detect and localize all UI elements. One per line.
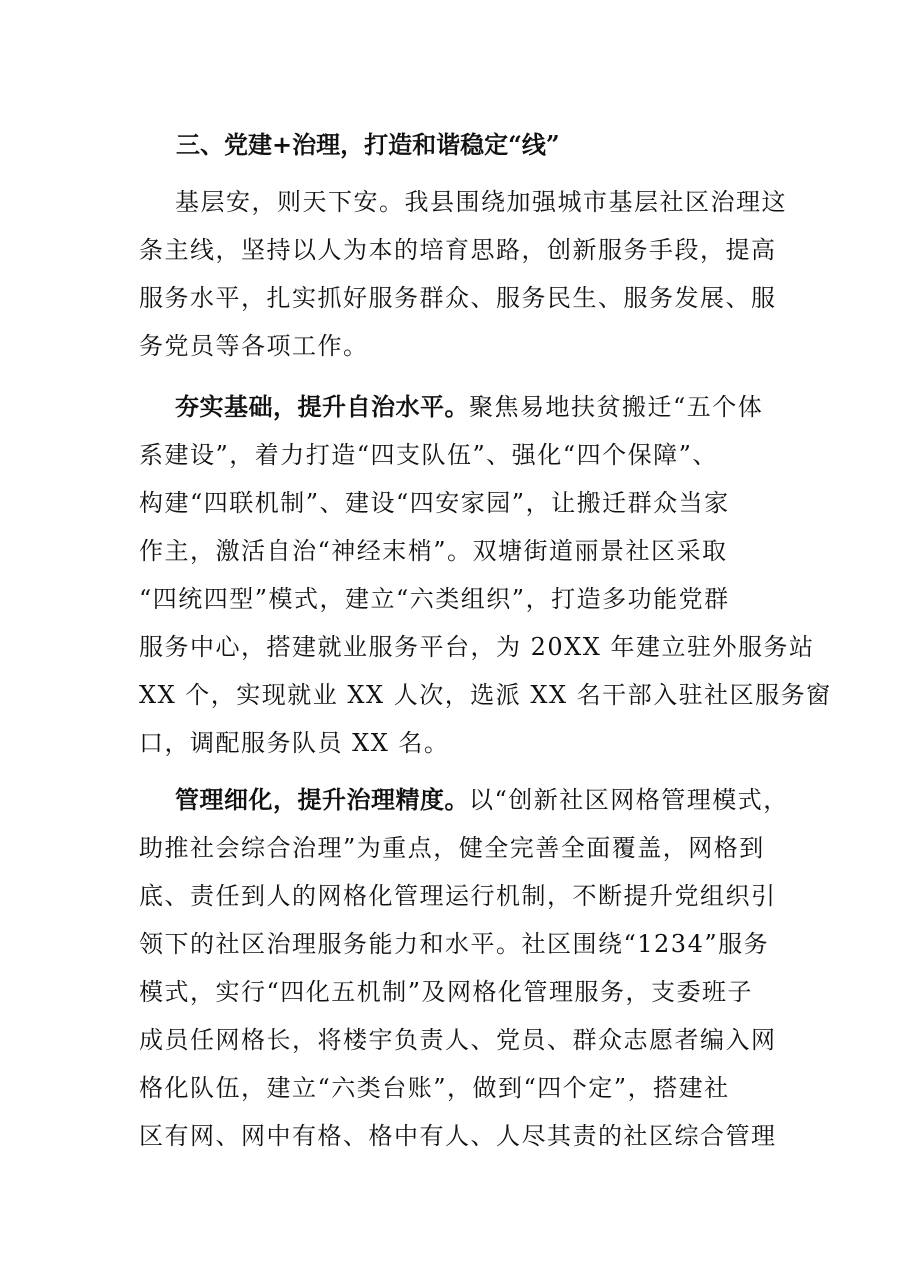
paragraph-line: 作主，激活自治“神经末梢”。双塘街道丽景社区采取: [139, 537, 728, 565]
paragraph-line: 服务中心，搭建就业服务平台，为 20XX 年建立驻外服务站: [139, 633, 815, 661]
paragraph-line: 条主线，坚持以人为本的培育思路，创新服务手段，提高: [139, 236, 777, 264]
paragraph-3: [139, 776, 789, 1160]
paragraph-line: 务党员等各项工作。: [139, 332, 369, 360]
paragraph-line: 模式，实行“四化五机制”及网格化管理服务，支委班子: [139, 978, 754, 1006]
paragraph-line: 格化队伍，建立“六类台账”，做到“四个定”，搭建社: [139, 1074, 730, 1102]
paragraph-line: 构建“四联机制”、建设“四安家园”，让搬迁群众当家: [139, 489, 730, 517]
paragraph-line: 区有网、网中有格、格中有人、人尽其责的社区综合管理: [139, 1122, 777, 1150]
paragraph-line: 成员任网格长，将楼宇负责人、党员、群众志愿者编入网: [139, 1026, 777, 1054]
paragraph-2: [139, 383, 832, 767]
paragraph-line: 系建设”，着力打造“四支队伍”、强化“四个保障”、: [139, 441, 718, 469]
paragraph-line: 领下的社区治理服务能力和水平。社区围绕“1234”服务: [139, 930, 770, 958]
section-heading: 三、党建+治理，打造和谐稳定“线”: [176, 130, 560, 159]
paragraph-line: 口，调配服务队员 XX 名。: [139, 729, 450, 757]
paragraph-lead: 管理细化，提升治理精度。: [175, 785, 469, 814]
paragraph-first-line: [139, 383, 779, 431]
paragraph-line: 基层安，则天下安。我县围绕加强城市基层社区治理这: [175, 188, 787, 216]
paragraph-1: [139, 178, 787, 370]
paragraph-line: 助推社会综合治理”为重点，健全完善全面覆盖，网格到: [139, 834, 765, 862]
paragraph-line-text: 聚焦易地扶贫搬迁“五个体: [469, 393, 764, 421]
paragraph-line: 服务水平，扎实抓好服务群众、服务民生、服务发展、服: [139, 284, 777, 312]
paragraph-lead: 夯实基础，提升自治水平。: [175, 392, 469, 421]
paragraph-line: XX 个，实现就业 XX 人次，选派 XX 名干部入驻社区服务窗: [139, 681, 832, 709]
paragraph-line: 底、责任到人的网格化管理运行机制，不断提升党组织引: [139, 882, 777, 910]
paragraph-line: “四统四型”模式，建立“六类组织”，打造多功能党群: [139, 585, 730, 613]
paragraph-first-line: [139, 776, 789, 824]
paragraph-line-text: 以“创新社区网格管理模式，: [469, 786, 789, 814]
